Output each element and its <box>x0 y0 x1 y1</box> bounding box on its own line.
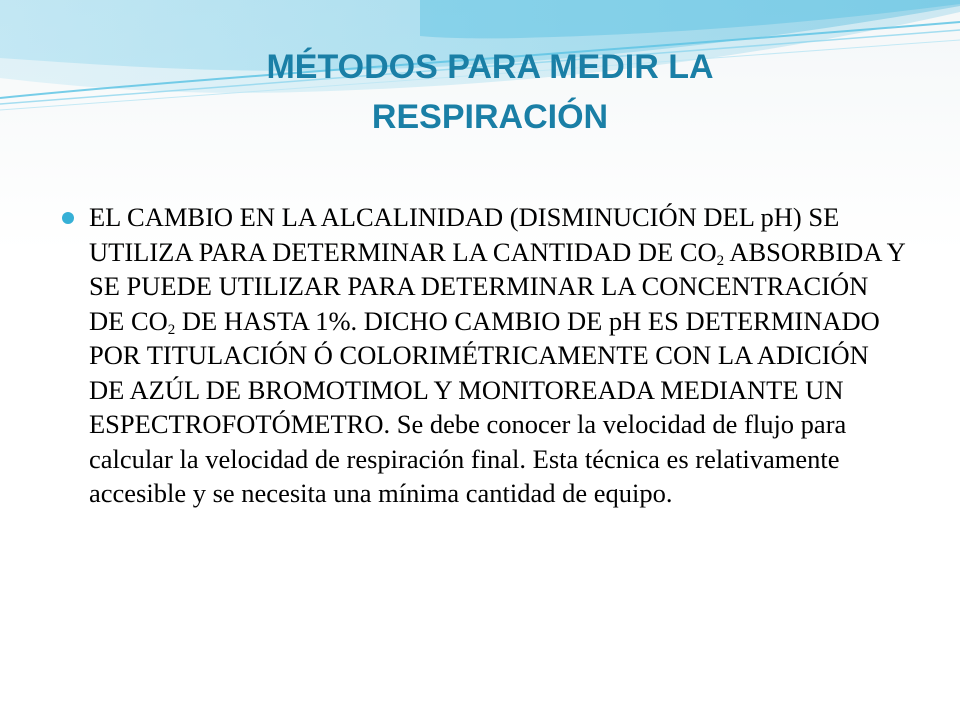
bullet-item <box>60 200 910 511</box>
subscript-2-second: 2 <box>167 321 176 338</box>
title-line-2: RESPIRACIÓN <box>371 98 609 136</box>
title-line-1: MÉTODOS PARA MEDIR LA <box>266 48 714 86</box>
bullet-icon <box>62 212 74 224</box>
slide-title <box>120 42 860 142</box>
body-text-part-2: ABSORBIDA Y SE PUEDE UTILIZAR PARA DETERMINAR LA CONCENTRACIÓN DE CO <box>89 236 905 336</box>
body-text-part-1: EL CAMBIO EN LA ALCALINIDAD (DISMINUCIÓN DEL pH) SE UTILIZA PARA DETERMINAR LA CANTIDAD DE CO <box>89 202 840 267</box>
bullet-list <box>60 200 910 511</box>
body-text-part-3: DE HASTA 1%. DICHO CAMBIO DE pH ES DETERMINADO POR TITULACIÓN Ó COLORIMÉTRICAMENTE CON LA ADICIÓN DE AZÚL DE BROMOTIMOL Y MONITOREADA MEDIANTE UN ESPECTROFOTÓMETRO. Se debe conocer la velocidad de flujo para calcular la velocidad de respiración final. Esta técnica es relativamente accesible y se necesita una mínima cantidad de equipo. <box>89 305 880 508</box>
subscript-2-first: 2 <box>716 252 725 269</box>
